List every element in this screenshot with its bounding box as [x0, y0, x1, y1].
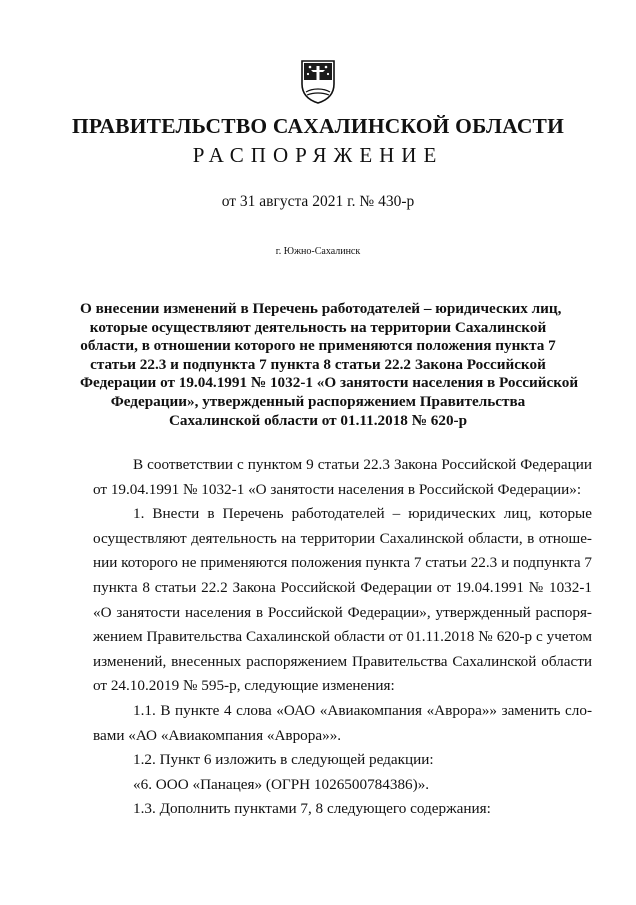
- body-line: 1. Внести в Перечень работодателей – юридических лиц, которые: [133, 505, 592, 523]
- subject-line: статьи 22.3 и подпункта 7 пункта 8 статьи 22.2 Закона Российской: [90, 355, 546, 373]
- body-line: В соответствии с пунктом 9 статьи 22.3 Закона Российской Федерации: [133, 456, 592, 473]
- coat-of-arms-icon: [299, 58, 337, 104]
- body-line: 1.3. Дополнить пунктами 7, 8 следующего содержания:: [133, 800, 491, 818]
- document-body: [93, 453, 592, 822]
- body-line: от 19.04.1991 № 1032-1 «О занятости населения в Российской Федерации»:: [93, 480, 582, 498]
- subject-line: Федерации», утвержденный распоряжением Правительства: [110, 392, 526, 410]
- document-date-number: от 31 августа 2021 г. № 430-р: [221, 193, 415, 210]
- body-line: «О занятости населения в Российской Федерации», утвержденный распоря-: [93, 603, 592, 621]
- subject-line: которые осуществляют деятельность на территории Сахалинской: [89, 318, 547, 336]
- body-line: 1.2. Пункт 6 изложить в следующей редакции:: [133, 751, 434, 769]
- body-line: пункта 8 статьи 22.2 Закона Российской Федерации от 19.04.1991 № 1032-1: [93, 578, 592, 596]
- subject-line: Федерации от 19.04.1991 № 1032-1 «О занятости населения в Российской: [80, 374, 579, 392]
- document-subject: [80, 300, 579, 430]
- body-line: жением Правительства Сахалинской области от 01.11.2018 № 620-р с учетом: [93, 628, 592, 646]
- body-line: нии которого не применяются положения пункта 7 статьи 22.3 и подпункта 7: [93, 554, 592, 572]
- subject-line: области, в отношении которого не применяются положения пункта 7: [80, 337, 556, 355]
- organization-title: ПРАВИТЕЛЬСТВО САХАЛИНСКОЙ ОБЛАСТИ: [71, 114, 565, 138]
- document-type: РАСПОРЯЖЕНИЕ: [192, 143, 444, 167]
- body-line: «6. ООО «Панацея» (ОГРН 1026500784386)».: [133, 775, 430, 793]
- body-line: от 24.10.2019 № 595-р, следующие изменения:: [93, 677, 395, 695]
- subject-line: О внесении изменений в Перечень работодателей – юридических лиц,: [80, 300, 562, 317]
- body-line: изменений, внесенных распоряжением Правительства Сахалинской области: [93, 652, 592, 670]
- body-line: вами «АО «Авиакомпания «Аврора»».: [93, 726, 342, 744]
- subject-line: Сахалинской области от 01.11.2018 № 620-р: [168, 411, 468, 429]
- body-line: осуществляют деятельность на территории Сахалинской области, в отноше-: [93, 529, 592, 547]
- body-line: 1.1. В пункте 4 слова «ОАО «Авиакомпания «Аврора»» заменить сло-: [133, 701, 592, 719]
- document-city: г. Южно-Сахалинск: [275, 246, 361, 257]
